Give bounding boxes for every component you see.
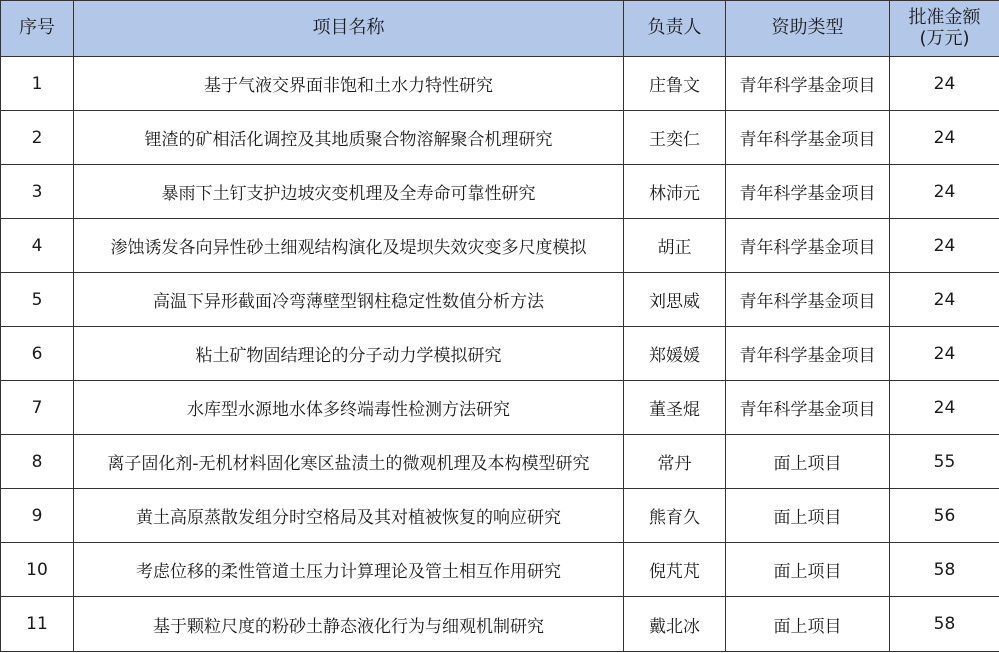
header-type: 资助类型 bbox=[726, 1, 890, 57]
table-row bbox=[1, 111, 999, 165]
cell-leader: 庄鲁文 bbox=[624, 57, 726, 111]
cell-amount: 24 bbox=[890, 219, 999, 273]
table-row bbox=[1, 327, 999, 381]
cell-amount: 58 bbox=[890, 597, 999, 652]
cell-amount: 56 bbox=[890, 489, 999, 543]
table-row bbox=[1, 597, 999, 652]
table-row bbox=[1, 381, 999, 435]
cell-amount: 24 bbox=[890, 165, 999, 219]
table-row bbox=[1, 543, 999, 597]
cell-leader: 胡正 bbox=[624, 219, 726, 273]
cell-amount: 24 bbox=[890, 111, 999, 165]
cell-funding-type: 面上项目 bbox=[726, 435, 890, 489]
cell-project-title: 黄土高原蒸散发组分时空格局及其对植被恢复的响应研究 bbox=[74, 489, 624, 543]
cell-leader: 戴北冰 bbox=[624, 597, 726, 652]
cell-funding-type: 青年科学基金项目 bbox=[726, 381, 890, 435]
cell-funding-type: 青年科学基金项目 bbox=[726, 111, 890, 165]
cell-index: 4 bbox=[1, 219, 74, 273]
cell-amount: 24 bbox=[890, 57, 999, 111]
cell-leader: 林沛元 bbox=[624, 165, 726, 219]
cell-amount: 24 bbox=[890, 273, 999, 327]
header-title: 项目名称 bbox=[74, 1, 624, 57]
header-index: 序号 bbox=[1, 1, 74, 57]
cell-leader: 王奕仁 bbox=[624, 111, 726, 165]
cell-amount: 24 bbox=[890, 381, 999, 435]
cell-funding-type: 青年科学基金项目 bbox=[726, 327, 890, 381]
table-row bbox=[1, 57, 999, 111]
header-amount-line1: 批准金额 bbox=[908, 6, 981, 28]
cell-amount: 58 bbox=[890, 543, 999, 597]
table-row bbox=[1, 489, 999, 543]
cell-funding-type: 面上项目 bbox=[726, 489, 890, 543]
cell-funding-type: 面上项目 bbox=[726, 543, 890, 597]
cell-project-title: 水库型水源地水体多终端毒性检测方法研究 bbox=[74, 381, 624, 435]
header-row bbox=[1, 1, 999, 57]
cell-leader: 刘思威 bbox=[624, 273, 726, 327]
cell-project-title: 暴雨下土钉支护边坡灾变机理及全寿命可靠性研究 bbox=[74, 165, 624, 219]
cell-index: 10 bbox=[1, 543, 74, 597]
cell-funding-type: 面上项目 bbox=[726, 597, 890, 652]
cell-index: 3 bbox=[1, 165, 74, 219]
cell-project-title: 高温下异形截面冷弯薄壁型钢柱稳定性数值分析方法 bbox=[74, 273, 624, 327]
cell-project-title: 基于颗粒尺度的粉砂土静态液化行为与细观机制研究 bbox=[74, 597, 624, 652]
cell-index: 7 bbox=[1, 381, 74, 435]
cell-project-title: 离子固化剂-无机材料固化寒区盐渍土的微观机理及本构模型研究 bbox=[74, 435, 624, 489]
cell-leader: 董圣焜 bbox=[624, 381, 726, 435]
cell-amount: 55 bbox=[890, 435, 999, 489]
cell-index: 1 bbox=[1, 57, 74, 111]
cell-leader: 熊育久 bbox=[624, 489, 726, 543]
table-body bbox=[1, 57, 999, 652]
cell-index: 11 bbox=[1, 597, 74, 652]
table-row bbox=[1, 165, 999, 219]
cell-amount: 24 bbox=[890, 327, 999, 381]
cell-leader: 郑媛媛 bbox=[624, 327, 726, 381]
cell-project-title: 锂渣的矿相活化调控及其地质聚合物溶解聚合机理研究 bbox=[74, 111, 624, 165]
table-row bbox=[1, 219, 999, 273]
cell-index: 6 bbox=[1, 327, 74, 381]
table-header bbox=[1, 1, 999, 57]
cell-project-title: 基于气液交界面非饱和土水力特性研究 bbox=[74, 57, 624, 111]
table-row bbox=[1, 273, 999, 327]
cell-index: 2 bbox=[1, 111, 74, 165]
cell-project-title: 粘土矿物固结理论的分子动力学模拟研究 bbox=[74, 327, 624, 381]
cell-project-title: 考虑位移的柔性管道土压力计算理论及管土相互作用研究 bbox=[74, 543, 624, 597]
header-amount bbox=[890, 1, 999, 57]
cell-index: 5 bbox=[1, 273, 74, 327]
header-amount-line2: (万元) bbox=[919, 27, 970, 49]
cell-funding-type: 青年科学基金项目 bbox=[726, 165, 890, 219]
cell-funding-type: 青年科学基金项目 bbox=[726, 219, 890, 273]
cell-index: 9 bbox=[1, 489, 74, 543]
cell-leader: 倪芃芃 bbox=[624, 543, 726, 597]
cell-project-title: 渗蚀诱发各向异性砂土细观结构演化及堤坝失效灾变多尺度模拟 bbox=[74, 219, 624, 273]
cell-funding-type: 青年科学基金项目 bbox=[726, 273, 890, 327]
header-leader: 负责人 bbox=[624, 1, 726, 57]
table-row bbox=[1, 435, 999, 489]
cell-leader: 常丹 bbox=[624, 435, 726, 489]
cell-funding-type: 青年科学基金项目 bbox=[726, 57, 890, 111]
cell-index: 8 bbox=[1, 435, 74, 489]
